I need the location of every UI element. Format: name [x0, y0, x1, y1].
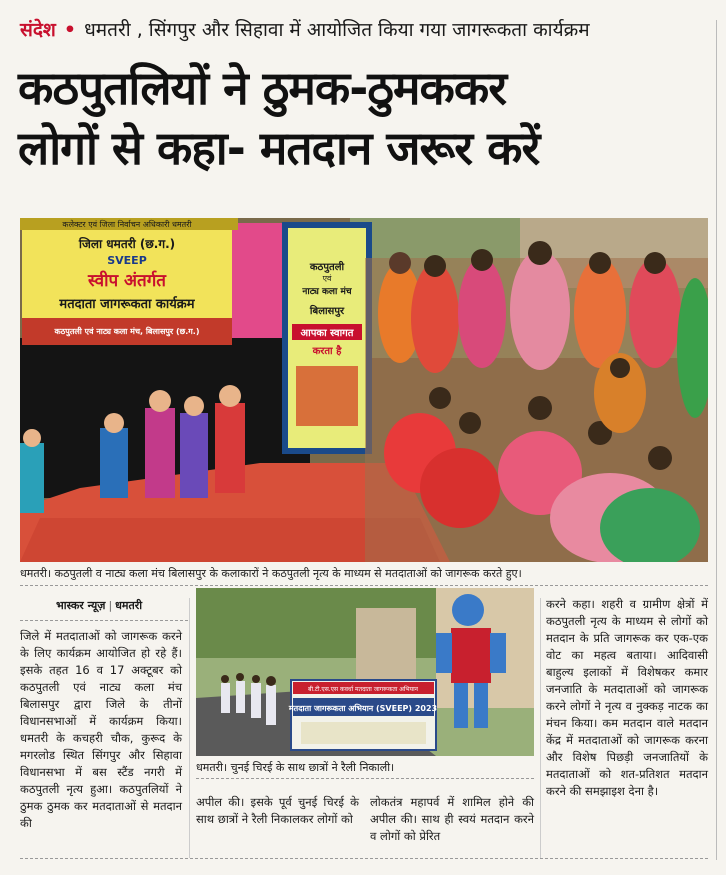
right-banner-line-1: कठपुतली [309, 262, 345, 273]
main-photo-caption: धमतरी। कठपुतली व नाट्य कला मंच बिलासपुर के कलाकारों ने कठपुतली नृत्य के माध्यम से मतदाताओं को जागरूक करते हुए। [20, 567, 522, 580]
column-3-text: लोकतंत्र महापर्व में शामिल होने की अपील की। साथ ही स्वयं मतदान करने व लोगों को प्रेरित [370, 795, 534, 843]
headline [18, 58, 708, 178]
column-4-text: करने कहा। शहरी व ग्रामीण क्षेत्रों में कठपुतली नृत्य के माध्यम से लोगों को मतदान के प्रति जागरूक कर एक-एक वोट का महत्व बताया। आदिवासी बाहुल्य इलाकों में विशेषकर कमार जनजाति के मतदाताओं को जागरूक करने लोगों ने नृत्य व नुक्कड़ नाटक का मंचन किया। कम मतदान वाले मतदान केंद्र में मतदाताओं को जागरूक करना और विशेष पिछड़ी जनजातियों के मतदाताओं को शत-प्रतिशत मतदान करने की समझाइश देना है। [546, 597, 708, 798]
right-banner-line-2: एवं [322, 274, 332, 283]
rally-photo-graphic [196, 588, 534, 756]
right-banner-line-4: बिलासपुर [309, 306, 345, 317]
byline-place: धमतरी [115, 599, 143, 612]
article-column-3 [370, 794, 534, 845]
article-column-4 [546, 596, 708, 800]
rally-banner-main: मतदाता जागरूकता अभियान (SVEEP) 2023 [288, 704, 438, 713]
left-banner-line-1: जिला धमतरी (छ.ग.) [78, 237, 176, 251]
article-column-2 [196, 794, 359, 828]
adjacent-article-edge [716, 20, 726, 860]
story-tagline [20, 18, 590, 42]
byline-source: भास्कर न्यूज़ [56, 599, 106, 612]
right-banner-line-3: नाट्य कला मंच [302, 287, 352, 297]
column-divider-1 [189, 598, 190, 858]
main-photo-graphic [20, 218, 708, 562]
tagline-dot: • [63, 19, 77, 41]
left-banner-line-5: कठपुतली एवं नाट्य कला मंच, बिलासपुर (छ.ग.) [54, 327, 200, 336]
right-banner-line-6: करता है [312, 346, 342, 357]
byline [56, 598, 142, 614]
headline-line-1: कठपुतलियों ने ठुमक-ठुमककर [18, 61, 507, 115]
byline-divider [20, 620, 188, 621]
tagline-text: धमतरी , सिंगपुर और सिहावा में आयोजित किया गया जागरूकता कार्यक्रम [84, 19, 590, 41]
rally-banner-top: बी.टी.एस.एस कवर्धा मतदाता जागरूकता अभियान [308, 686, 418, 693]
rally-photo [196, 588, 534, 756]
rally-caption-divider [196, 778, 534, 779]
left-banner-line-2: SVEEP [107, 254, 147, 267]
right-banner-line-5: आपका स्वागत [300, 328, 354, 339]
byline-separator: | [108, 599, 113, 612]
rally-photo-caption: धमतरी। चुनई चिरई के साथ छात्रों ने रैली निकाली। [196, 761, 395, 774]
column-2-text: अपील की। इसके पूर्व चुनई चिरई के साथ छात्रों ने रैली निकालकर लोगों को [196, 795, 359, 826]
left-banner-line-4: मतदाता जागरूकता कार्यक्रम [59, 297, 195, 312]
caption-divider [20, 585, 708, 586]
bottom-rule [20, 858, 708, 859]
left-banner-top-strip: कलेक्टर एवं जिला निर्वाचन अधिकारी धमतरी [62, 220, 192, 229]
column-divider-2 [540, 598, 541, 858]
article-column-1 [20, 628, 182, 832]
headline-line-2: लोगों से कहा- मतदान जरूर करें [18, 121, 540, 175]
column-1-text: जिले में मतदाताओं को जागरूक करने के लिए कार्यक्रम आयोजित हो रहे हैं। इसके तहत 16 व 17 अक्टूबर को कठपुतली एवं नाट्य कला मंच बिलासपुर द्वारा जिले के तीनों विधानसभाओं में कार्यक्रम किया। धमतरी के कचहरी चौक, कुरूद के मगरलोड स्थित सिंगपुर और सिहावा विधानसभा में बस स्टैंड नगरी में कठपुतली नृत्य हुआ। कठपुतलियों ने ठुमक ठुमक कर मतदाताओं से मतदान की [20, 629, 182, 830]
left-banner-line-3: स्वीप अंतर्गत [88, 271, 166, 291]
tagline-kicker: संदेश [20, 19, 56, 41]
main-photo [20, 218, 708, 562]
